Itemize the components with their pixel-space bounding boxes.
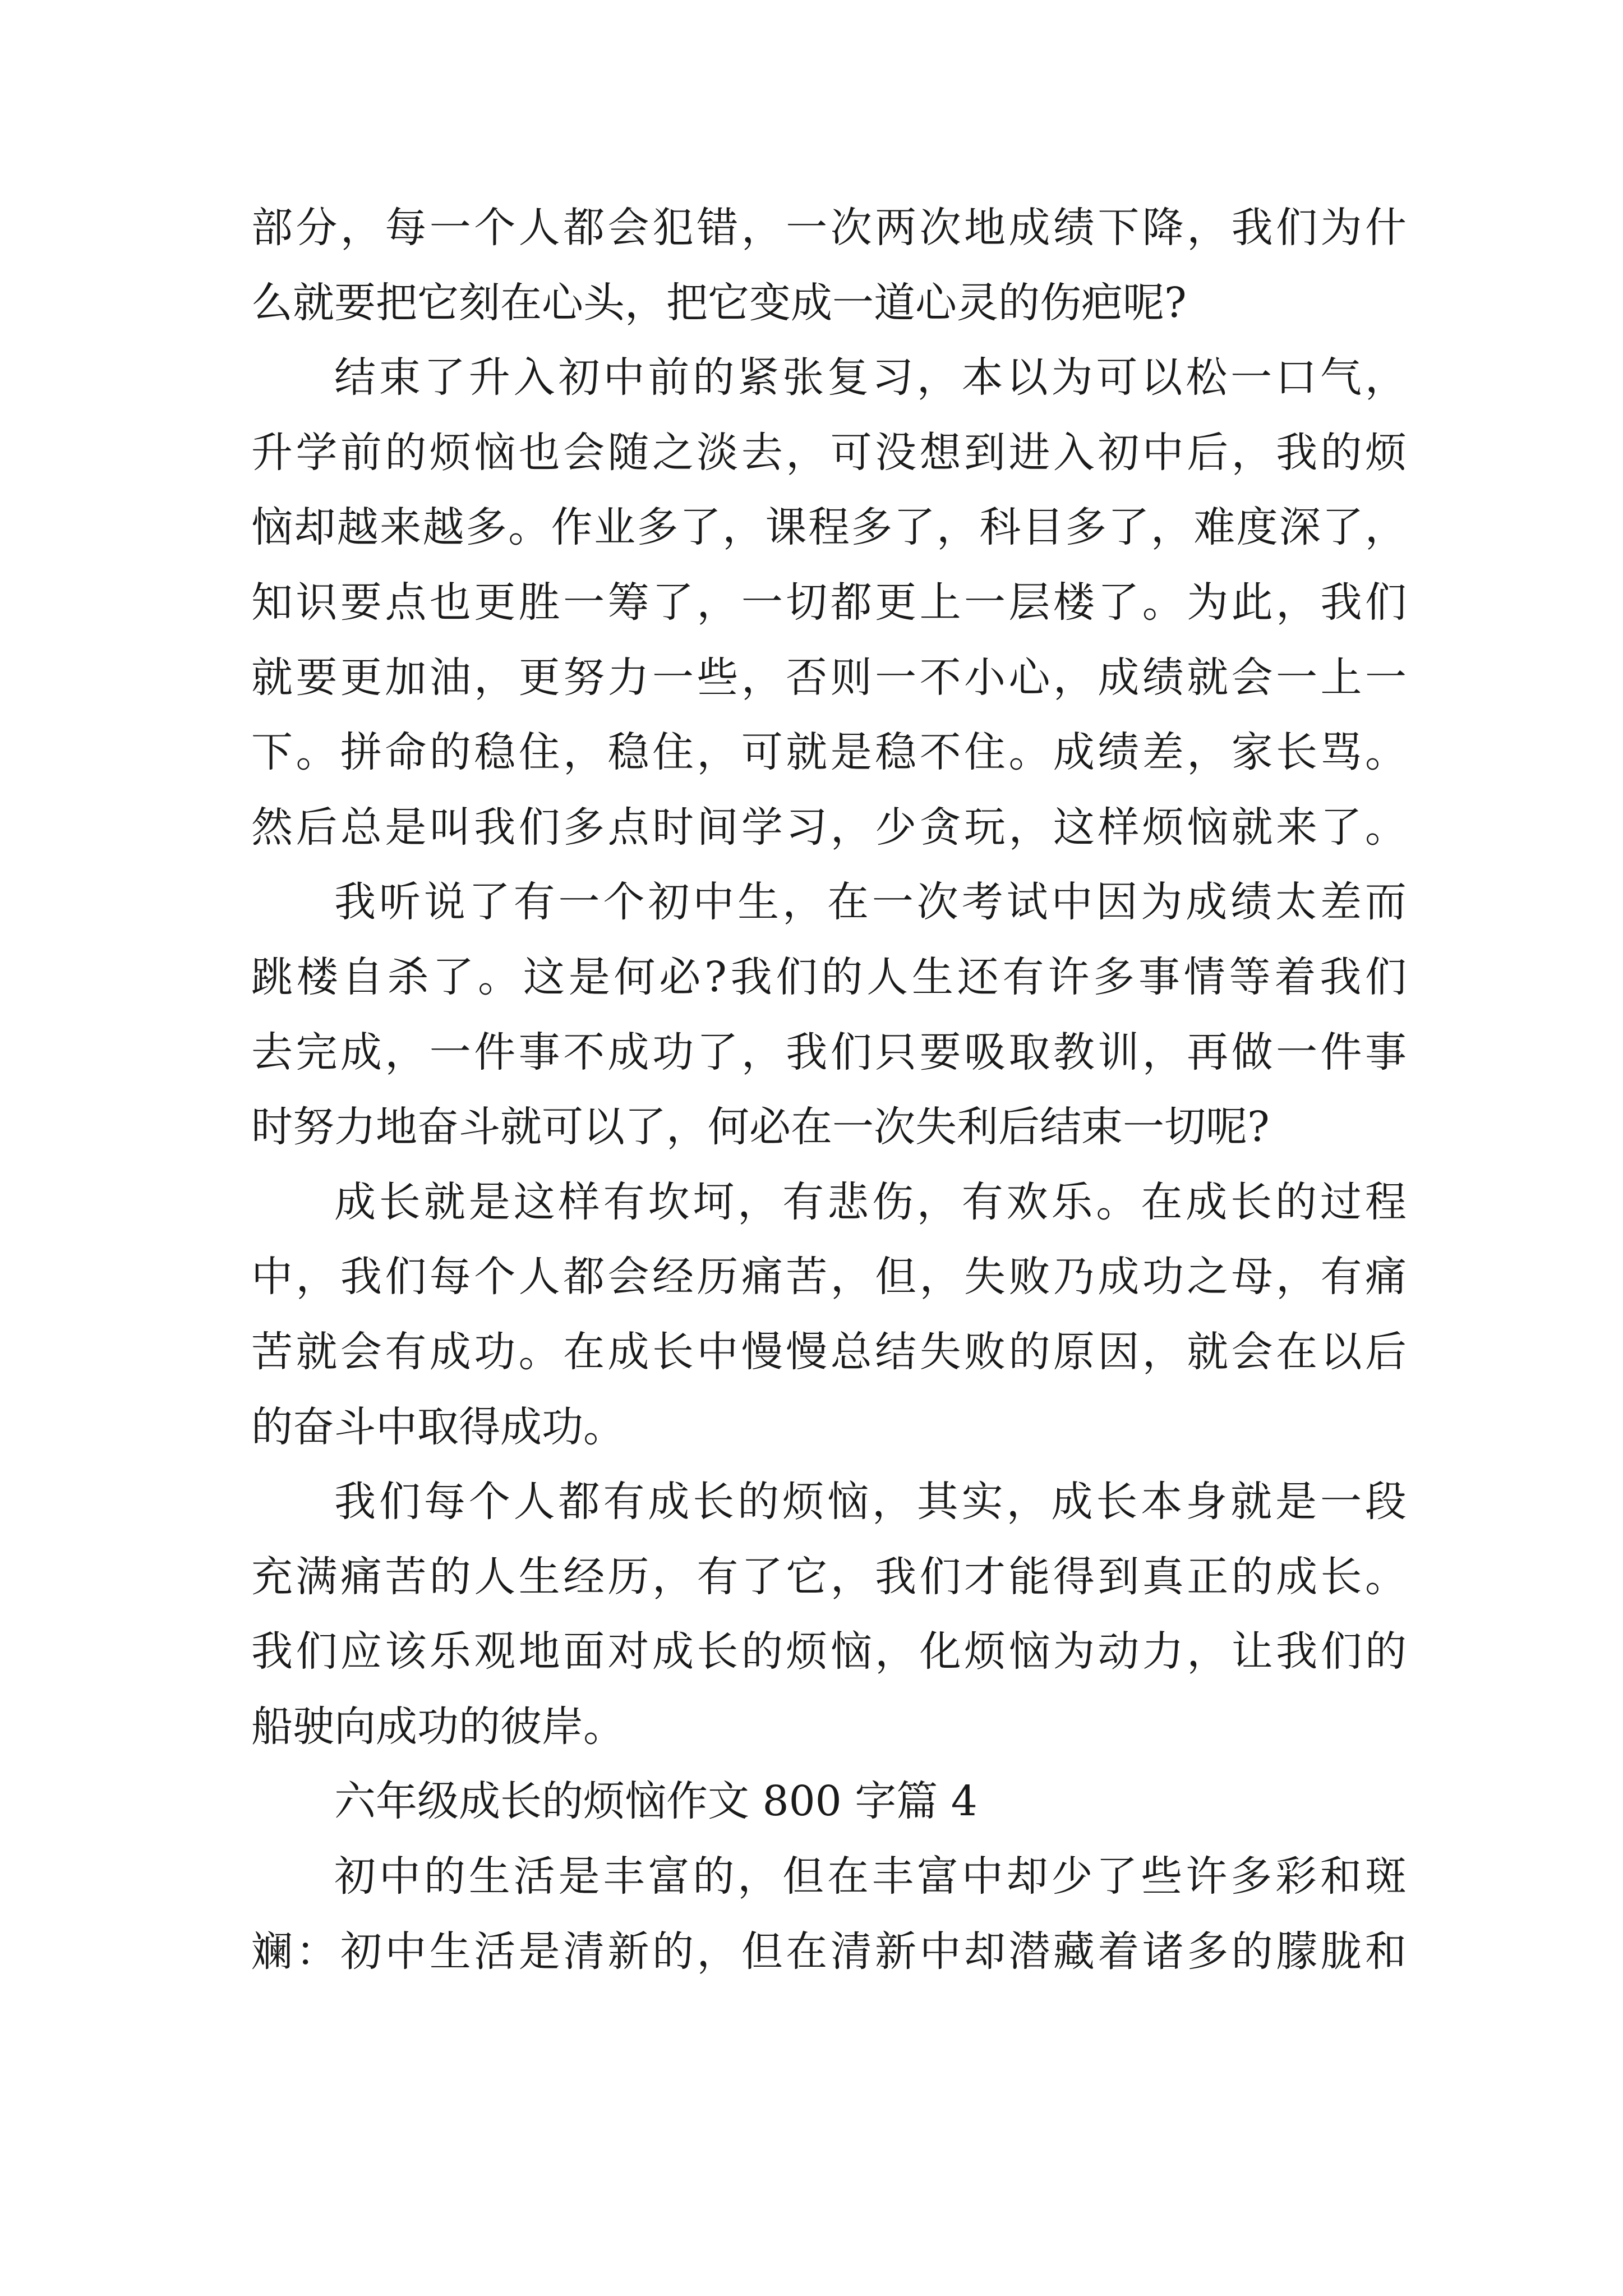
text-line: 部 分 ， 每 一 个 人 都 会 犯 错 ， 一 次 两 次 地 成 绩 下 降 ， 我 们 为 什 — [251, 204, 1407, 252]
text-line: 的奋斗中取得成功。 — [251, 1402, 625, 1451]
text-line: 下 。 拼 命 的 稳 住 ， 稳 住 ， 可 就 是 稳 不 住 。 成 绩 差 ， 家 长 骂 。 — [251, 728, 1407, 777]
document-body — [251, 191, 1407, 1989]
text-line: 我 们 应 该 乐 观 地 面 对 成 长 的 烦 恼 ， 化 烦 恼 为 动 力 ， 让 我 们 的 — [251, 1627, 1407, 1676]
text-line: 船驶向成功的彼岸。 — [251, 1702, 625, 1751]
text-line: 斓 ： 初 中 生 活 是 清 新 的 ， 但 在 清 新 中 却 潜 藏 着 诸 多 的 朦 胧 和 — [251, 1927, 1407, 1976]
text-line: 苦 就 会 有 成 功 。 在 成 长 中 慢 慢 总 结 失 败 的 原 因 ， 就 会 在 以 后 — [251, 1327, 1407, 1376]
text-line: 升 学 前 的 烦 恼 也 会 随 之 淡 去 ， 可 没 想 到 进 入 初 中 后 ， 我 的 烦 — [251, 428, 1407, 477]
paragraph-first-line: 成 长 就 是 这 样 有 坎 坷 ， 有 悲 伤 ， 有 欢 乐 。 在 成 长 的 过 程 — [334, 1177, 1407, 1226]
text-line: 然 后 总 是 叫 我 们 多 点 时 间 学 习 ， 少 贪 玩 ， 这 样 烦 恼 就 来 了 。 — [251, 803, 1407, 852]
text-line: 么就要把它刻在心头，把它变成一道心灵的伤疤呢? — [251, 278, 1187, 327]
paragraph-first-line: 我 听 说 了 有 一 个 初 中 生 ， 在 一 次 考 试 中 因 为 成 绩 太 差 而 — [334, 878, 1407, 927]
text-line: 知 识 要 点 也 更 胜 一 筹 了 ， 一 切 都 更 上 一 层 楼 了 。 为 此 ， 我 们 — [251, 578, 1407, 627]
text-line: 中 ， 我 们 每 个 人 都 会 经 历 痛 苦 ， 但 ， 失 败 乃 成 功 之 母 ， 有 痛 — [251, 1253, 1407, 1301]
text-line: 恼 却 越 来 越 多 。 作 业 多 了 ， 课 程 多 了 ， 科 目 多 了 ， 难 度 深 了 ， — [251, 503, 1407, 552]
text-line: 充 满 痛 苦 的 人 生 经 历 ， 有 了 它 ， 我 们 才 能 得 到 真 正 的 成 长 。 — [251, 1552, 1407, 1601]
text-line: 去 完 成 ， 一 件 事 不 成 功 了 ， 我 们 只 要 吸 取 教 训 ， 再 做 一 件 事 — [251, 1028, 1407, 1076]
text-line: 时努力地奋斗就可以了，何必在一次失利后结束一切呢? — [251, 1103, 1270, 1152]
text-line: 跳 楼 自 杀 了 。 这 是 何 必 ? 我 们 的 人 生 还 有 许 多 事 情 等 着 我 们 — [251, 953, 1407, 1001]
text-line: 就 要 更 加 油 ， 更 努 力 一 些 ， 否 则 一 不 小 心 ， 成 绩 就 会 一 上 一 — [251, 653, 1407, 702]
paragraph-first-line: 我 们 每 个 人 都 有 成 长 的 烦 恼 ， 其 实 ， 成 长 本 身 就 是 一 段 — [334, 1478, 1407, 1526]
paragraph-first-line: 六年级成长的烦恼作文 800 字篇 4 — [334, 1777, 978, 1826]
paragraph-first-line: 初 中 的 生 活 是 丰 富 的 ， 但 在 丰 富 中 却 少 了 些 许 多 彩 和 斑 — [334, 1852, 1407, 1901]
paragraph-first-line: 结 束 了 升 入 初 中 前 的 紧 张 复 习 ， 本 以 为 可 以 松 一 口 气 ， — [334, 353, 1407, 402]
